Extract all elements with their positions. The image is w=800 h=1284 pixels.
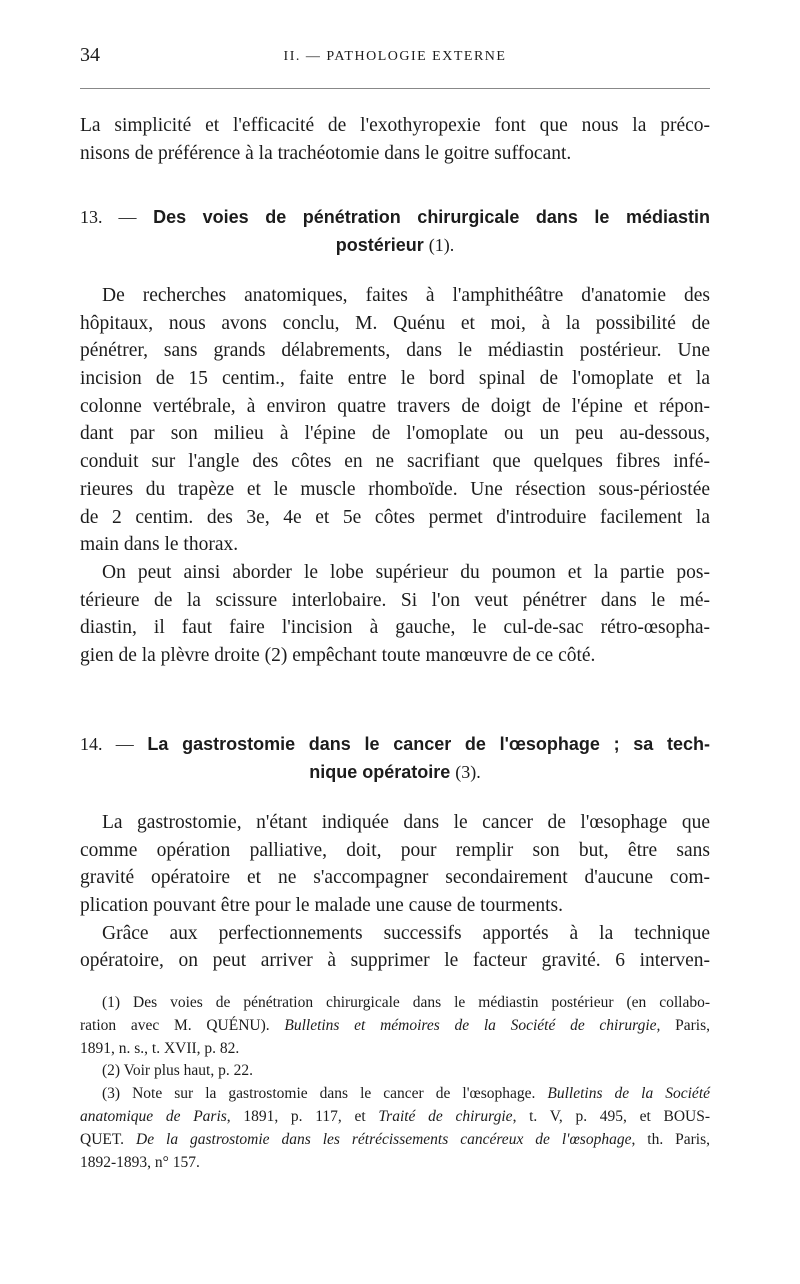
section-14-heading [80, 731, 710, 786]
footnote-ref: (3). [455, 761, 481, 782]
text-line: nisons de préférence à la trachéotomie dans le goitre suffocant. [80, 142, 572, 164]
text-line: On peut ainsi aborder le lobe supérieur du poumon et la partie pos- [102, 561, 710, 583]
footnote-ref: (1). [428, 234, 455, 255]
text-line: comme opération palliative, doit, pour remplir son but, être sans [80, 839, 710, 861]
running-header [80, 44, 710, 72]
text: , 1891, p. 117, et [226, 1107, 366, 1125]
text-line: main dans le thorax. [80, 534, 239, 556]
page-number: 34 [80, 44, 100, 66]
section-number: 14. — [80, 734, 134, 754]
text-line: pénétrer, sans grands délabrements, dans le médiastin postérieur. Une [80, 340, 710, 362]
footnote-2: (2) Voir plus haut, p. 22. [102, 1062, 253, 1080]
paragraph-1 [80, 112, 710, 167]
heading-line [80, 232, 710, 260]
footnote-3-cont [80, 1129, 710, 1152]
text-line: gien de la plèvre droite (2) empêchant toute manœuvre de ce côté. [80, 644, 596, 666]
paragraph-2 [80, 282, 710, 670]
citation-title: anatomique de Paris [80, 1107, 227, 1125]
footnote-1-cont [80, 1015, 710, 1038]
heading-line [80, 204, 710, 232]
text-line: dant par son milieu à l'épine de l'omoplate ou un peu au-dessous, [80, 423, 710, 445]
footnote-1: (1) Des voies de pénétration chirurgicale dans le médiastin postérieur (en collabo- [102, 994, 710, 1011]
text-line: La gastrostomie, n'étant indiquée dans le cancer de l'œsophage que [102, 812, 710, 833]
text: (3) Note sur la gastrostomie dans le cancer de l'œsophage. [102, 1085, 536, 1103]
text-line: diastin, il faut faire l'incision à gauche, le cul-de-sac rétro-œsopha- [80, 617, 710, 639]
text-line: incision de 15 centim., faite entre le bord spinal de l'omoplate et la [80, 368, 710, 390]
section-number: 13. — [80, 207, 137, 227]
text-line: plication pouvant être pour le malade une cause de tourments. [80, 895, 563, 917]
text-line: De recherches anatomiques, faites à l'amphithéâtre d'anatomie des [102, 285, 710, 306]
citation-title: Bulletins de la Société [547, 1085, 710, 1103]
text-line: de 2 centim. des 3e, 4e et 5e côtes permet d'introduire facilement la [80, 506, 710, 528]
citation-title: De la gastrostomie dans les rétrécissements cancéreux de l'œsophage [136, 1130, 632, 1148]
footnote-1-cont: 1891, n. s., t. XVII, p. 82. [80, 1039, 240, 1057]
heading-text: nique opératoire [309, 761, 451, 782]
text-line: hôpitaux, nous avons conclu, M. Quénu et moi, à la possibilité de [80, 312, 710, 334]
running-title: II. — PATHOLOGIE EXTERNE [283, 49, 507, 64]
text: , t. V, p. 495, et BOUS- [512, 1107, 711, 1125]
text: , th. Paris, [631, 1130, 711, 1148]
text: ration avec M. QUÉNU). [80, 1016, 270, 1034]
header-rule [80, 88, 710, 89]
footnotes [80, 992, 710, 1174]
text-line: colonne vertébrale, à environ quatre travers de doigt de l'épine et répon- [80, 395, 710, 417]
text-line: La simplicité et l'efficacité de l'exothyropexie font que nous la préco- [80, 115, 710, 136]
footnote-3 [80, 1083, 710, 1106]
text-line: opératoire, on peut arriver à supprimer le facteur gravité. 6 interven- [80, 950, 710, 972]
citation-title: Bulletins et mémoires de la Société de chirurgie, [284, 1016, 661, 1034]
heading-text: La gastrostomie dans le cancer de l'œsophage ; sa tech- [147, 734, 710, 754]
section-13-heading [80, 204, 710, 259]
heading-line [80, 731, 710, 759]
text-line: Grâce aux perfectionnements successifs apportés à la technique [102, 922, 710, 944]
text-line: gravité opératoire et ne s'accompagner secondairement d'aucune com- [80, 867, 710, 889]
paragraph-4 [80, 809, 710, 975]
citation-title: Traité de chirurgie [378, 1107, 513, 1125]
text: Paris, [675, 1016, 711, 1034]
footnote-3-cont [80, 1106, 710, 1129]
text-line: rieures du trapèze et le muscle rhomboïde. Une résection sous-périostée [80, 478, 710, 500]
heading-text: postérieur [335, 234, 424, 255]
text: QUET. [80, 1130, 125, 1148]
footnote-3-cont: 1892-1893, n° 157. [80, 1153, 200, 1171]
text-line: conduit sur l'angle des côtes en ne sacrifiant que quelques fibres infé- [80, 451, 710, 473]
text-line: térieure de la scissure interlobaire. Si l'on veut pénétrer dans le mé- [80, 589, 710, 611]
heading-line [80, 759, 710, 787]
heading-text: Des voies de pénétration chirurgicale dans le médiastin [153, 207, 711, 227]
